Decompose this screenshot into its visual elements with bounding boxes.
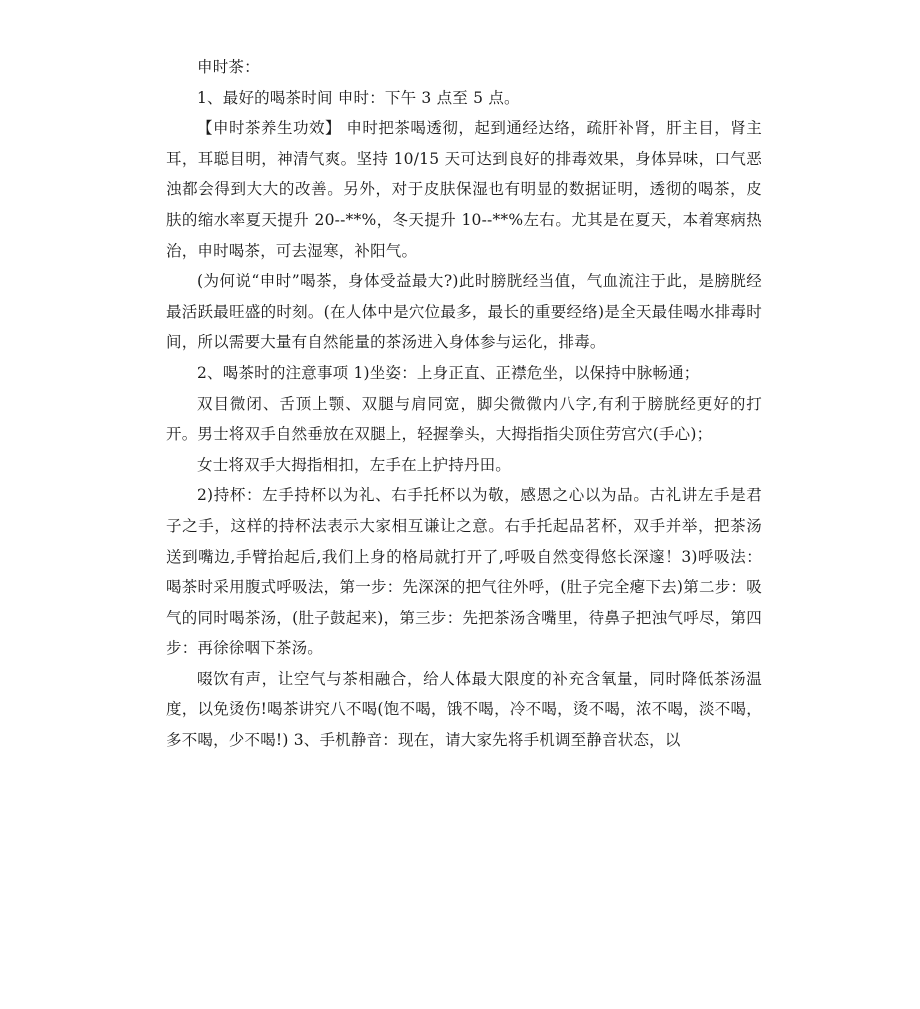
- paragraph-why-shenshi: (为何说“申时”喝茶，身体受益最大?)此时膀胱经当值，气血流注于此，是膀胱经最活跃最旺盛的时刻。(在人体中是穴位最多，最长的重要经络)是全天最佳喝水排毒时间，所以需要大量有自然能量的茶汤进入身体参与运化，排毒。: [166, 272, 762, 352]
- paragraph-benefits: 【申时茶养生功效】 申时把茶喝透彻，起到通经达络，疏肝补肾，肝主目，肾主耳，耳聪目明，神清气爽。坚持 10/15 天可达到良好的排毒效果，身体异味，口气恶浊都会得到大大的改善。另外，对于皮肤保湿也有明显的数据证明，透彻的喝茶，皮肤的缩水率夏天提升 20--**%，冬天提升 10--**%左右。尤其是在夏天，本着寒病热治，申时喝茶，可去湿寒，补阳气。: [166, 119, 762, 260]
- paragraph-holding-cup: 2)持杯：左手持杯以为礼、右手托杯以为敬，感恩之心以为品。古礼讲左手是君子之手，这样的持杯法表示大家相互谦让之意。右手托起品茗杯，双手并举，把茶汤送到嘴边,手臂抬起后,我们上身的格局就打开了,呼吸自然变得悠长深邃！3)呼吸法：喝茶时采用腹式呼吸法，第一步：先深深的把气往外呼，(肚子完全瘪下去)第二步：吸气的同时喝茶汤，(肚子鼓起来)，第三步：先把茶汤含嘴里，待鼻子把浊气呼尽，第四步：再徐徐咽下茶汤。: [166, 486, 762, 658]
- document-body: [166, 52, 762, 756]
- paragraph-women-posture: 女士将双手大拇指相扣，左手在上护持丹田。: [197, 455, 512, 474]
- paragraph-sipping: 啜饮有声，让空气与茶相融合，给人体最大限度的补充含氧量，同时降低茶汤温度，以免烫伤!喝茶讲究八不喝(饱不喝，饿不喝，冷不喝，烫不喝，浓不喝，淡不喝，多不喝，少不喝!) 3、手机静音：现在，请大家先将手机调至静音状态，以: [166, 669, 762, 750]
- paragraph-best-time: 1、最好的喝茶时间 申时：下午 3 点至 5 点。: [197, 88, 520, 107]
- paragraph-notes-posture: 2、喝茶时的注意事项 1)坐姿：上身正直、正襟危坐，以保持中脉畅通；: [197, 363, 700, 382]
- section-heading: 申时茶：: [197, 58, 260, 76]
- paragraph-posture-detail: 双目微闭、舌顶上颚、双腿与肩同宽，脚尖微微内八字,有利于膀胱经更好的打开。男士将双手自然垂放在双腿上，轻握拳头，大拇指指尖顶住劳宫穴(手心)；: [166, 394, 762, 444]
